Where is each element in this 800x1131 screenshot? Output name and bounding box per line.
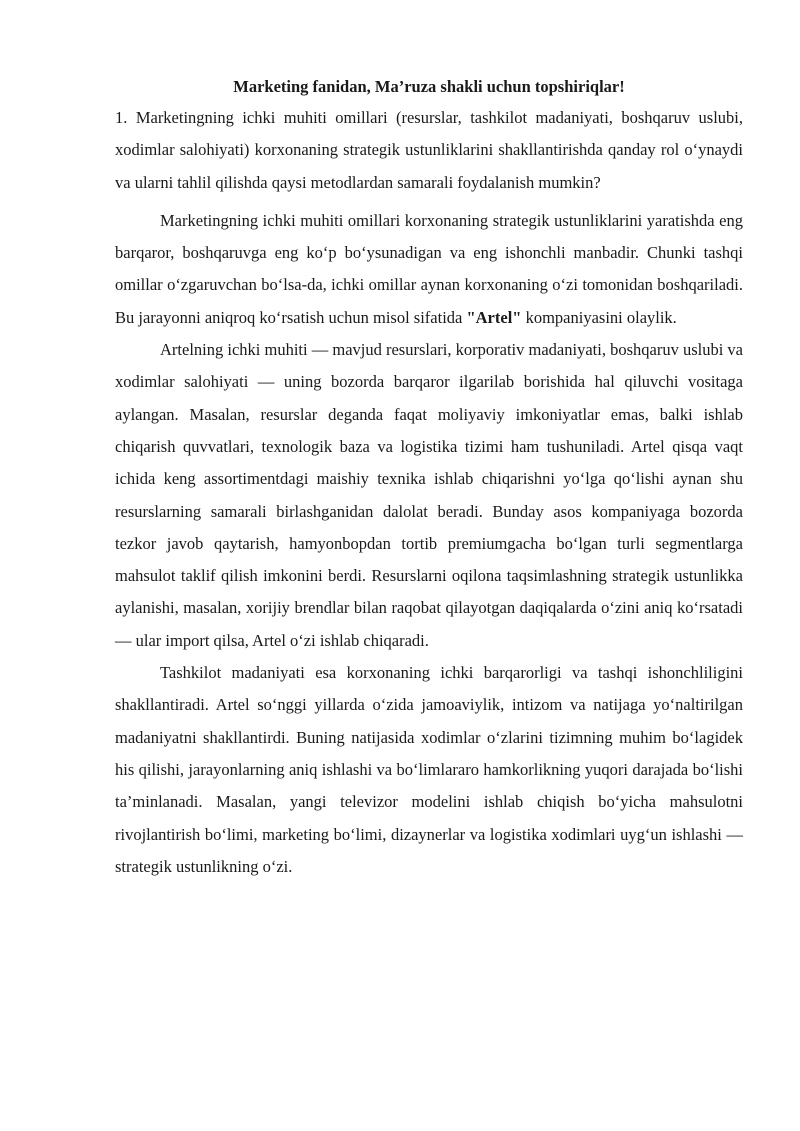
paragraph-intro	[115, 205, 743, 334]
company-name: "Artel"	[466, 307, 522, 327]
document-title: Marketing fanidan, Ma’ruza shakli uchun topshiriqlar!	[233, 77, 625, 96]
paragraph-intro-text: Marketingning ichki muhiti omillari korxonaning strategik ustunliklarini yaratishda eng barqaror, boshqaruvga eng ko‘p bo‘ysunadigan va eng ishonchli manbadir. Chunki tashqi omillar o‘zgaruvchan bo‘lsa-da, ichki omillar aynan korxonaning o‘zi tomonidan boshqariladi. Bu jarayonni aniqroq ko‘rsatish uchun misol sifatida	[115, 210, 743, 327]
paragraph-resources: Artelning ichki muhiti — mavjud resurslari, korporativ madaniyati, boshqaruv uslubi va xodimlar salohiyati — uning bozorda barqaror ilgarilab borishida hal qiluvchi vositaga aylangan. Masalan, resurslar deganda faqat moliyaviy imkoniyatlar emas, balki ishlab chiqarish quvvatlari, texnologik baza va logistika tizimi ham tushuniladi. Artel qisqa vaqt ichida keng assortimentdagi maishiy texnika ishlab chiqarishni yo‘lga qo‘lishi aynan shu resurslarning samarali birlashganidan dalolat beradi. Bunday asos kompaniyaga bozorda tezkor javob qaytarish, hamyonbopdan tortib premiumgacha bo‘lgan turli segmentlarga mahsulot taklif qilish imkonini berdi. Resurslarni oqilona taqsimlashning strategik ustunlikka aylanishi, masalan, xorijiy brendlar bilan raqobat qilayotgan daqiqalarda o‘zini aniq ko‘rsatadi — ular import qilsa, Artel o‘zi ishlab chiqaradi.	[115, 340, 743, 650]
document-page	[115, 76, 743, 883]
paragraph-intro-end: kompaniyasini olaylik.	[521, 307, 677, 327]
paragraph-culture: Tashkilot madaniyati esa korxonaning ichki barqarorligi va tashqi ishonchliligini shakllantiradi. Artel so‘nggi yillarda o‘zida jamoaviylik, intizom va natijaga yo‘naltirilgan madaniyatni shakllantirdi. Buning natijasida xodimlar o‘zlarini tizimning muhim bo‘lagidek his qilishi, jarayonlarning aniq ishlashi va bo‘limlararo hamkorlikning yuqori darajada bo‘lishi ta’minlanadi. Masalan, yangi televizor modelini ishlab chiqish bo‘yicha mahsulotni rivojlantirish bo‘limi, marketing bo‘limi, dizaynerlar va logistika xodimlari uyg‘un ishlashi — strategik ustunlikning o‘zi.	[115, 663, 743, 876]
question-text: 1. Marketingning ichki muhiti omillari (resurslar, tashkilot madaniyati, boshqaruv uslubi, xodimlar salohiyati) korxonaning strategik ustunliklarini shakllantirishda qanday rol o‘ynaydi va ularni tahlil qilishda qaysi metodlardan samarali foydalanish mumkin?	[115, 108, 743, 192]
